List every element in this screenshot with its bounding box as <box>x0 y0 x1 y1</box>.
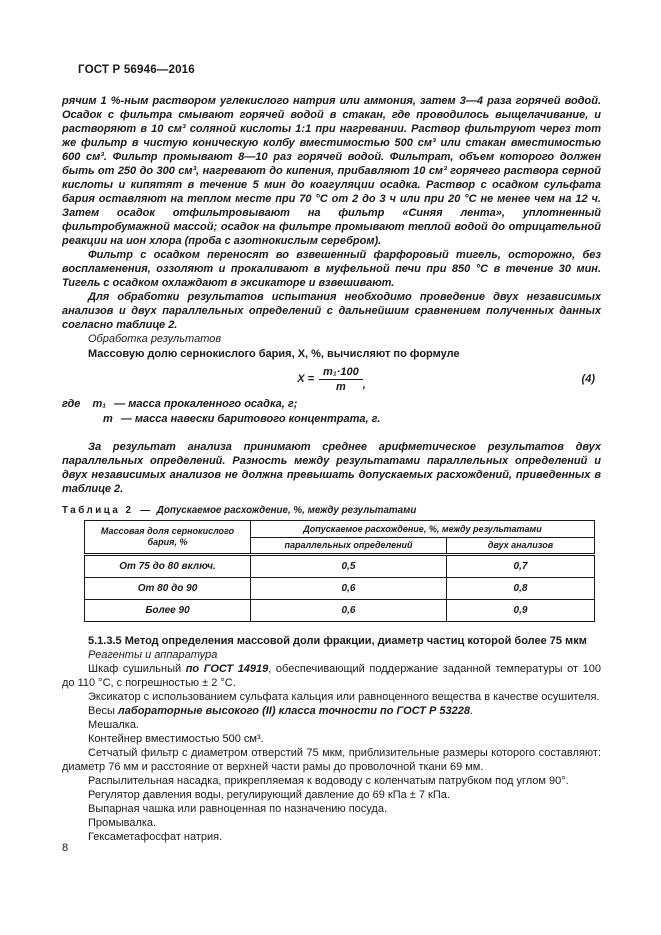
table-header-mass-fraction: Массовая доля сернокислого бария, % <box>85 521 251 555</box>
page-content <box>62 64 601 844</box>
table-header-parallel: параллельных определений <box>251 538 447 555</box>
table-title-dash: — <box>140 505 151 516</box>
table-header-group: Допускаемое расхождение, %, между результатами <box>251 521 595 538</box>
intro-block <box>62 94 601 332</box>
cell-parallel: 0,5 <box>251 555 447 578</box>
table-title-text: Допускаемое расхождение, %, между результатами <box>156 505 417 516</box>
reagents-label: Реагенты и аппаратура <box>88 649 218 661</box>
formula-definitions <box>62 397 601 427</box>
item-mixer: Мешалка. <box>88 719 139 731</box>
item-sodium-hexametaphosphate: Гексаметафосфат натрия. <box>88 831 223 843</box>
formula-numerator: m₁·100 <box>319 366 363 380</box>
cell-range: От 75 до 80 включ. <box>85 555 251 578</box>
result-block <box>62 440 601 496</box>
formula-lhs: X = <box>297 373 315 385</box>
formula-block <box>62 361 601 397</box>
item-scales-pre: Весы <box>88 705 118 717</box>
item-scales-post: . <box>470 705 474 717</box>
item-drying-cabinet <box>62 662 601 690</box>
cell-range: Более 90 <box>85 600 251 622</box>
table-row <box>85 600 595 622</box>
section-heading: 5.1.3.5 Метод определения массовой доли фракции, диаметр частиц которой более 75 мкм <box>88 635 587 647</box>
cell-parallel: 0,6 <box>251 578 447 600</box>
item-cabinet-post: , обеспечивающий поддержание заданной температуры от 100 до 110 °С, с погрешностью ± 2 °С. <box>62 663 602 689</box>
definition-intro: где <box>62 398 81 410</box>
table-head <box>85 521 595 555</box>
formula-comma: , <box>362 379 366 391</box>
cell-analyses: 0,9 <box>447 600 595 622</box>
formula-denominator: m <box>335 380 346 393</box>
paragraph-leaching: рячим 1 %-ным раствором углекислого натрия или аммония, затем 3—4 раза горячей водой. Осадок с фильтра смывают горячей водой в стакан, где проводилось выщелачивание, и растворяют в 10 см³ соляной кислоты 1:1 при нагревании. Раствор фильтруют через тот же фильтр в чистую коническую колбу вместимостью 500 см³ или стакан вместимостью 600 см³. Фильтр промывают 8—10 раз горячей водой. Фильтрат, объем которого должен быть от 250 до 300 см³, нагревают до кипения, прибавляют 10 см³ горячего раствора серной кислоты и кипятят в течение 5 мин до коагуляции осадка. Раствор с осадком сульфата бария оставляют на теплом месте при 70 °С от 2 до 3 ч или при 20 °С не менее чем на 12 ч. Затем осадок отфильтровывают на фильтр «Синяя лента», уплотненный фильтробумажной массой; осадок на фильтре промывают теплой водой до отрицательной реакции на ион хлора (проба с азотнокислым серебром). <box>62 95 601 247</box>
paragraph-two-analyses: Для обработки результатов испытания необходимо проведение двух независимых анализов и двух параллельных определений с дальнейшим сравнением полученных данных согласно таблице 2. <box>62 291 601 331</box>
paragraph-crucible: Фильтр с осадком переносят во взвешенный фарфоровый тигель, осторожно, без воспламенения, оззоляют и прокаливают в муфельной печи при 850 °С в течение 30 мин. Тигель с осадком охлаждают в эксикаторе и взвешивают. <box>62 249 601 289</box>
table-title-label: Таблица 2 <box>62 505 134 516</box>
item-mesh-filter: Сетчатый фильтр с диаметром отверстий 75 мкм, приблизительные размеры которого составляют: диаметр 76 мм и расстояние от верхней части рамы до проволочной ткани 69 мм. <box>62 747 601 773</box>
processing-results-label: Обработка результатов <box>88 333 222 345</box>
definition-m <box>62 412 601 427</box>
table-title <box>62 505 601 516</box>
formula-fraction <box>319 366 363 393</box>
item-scales-gost-ref: лабораторные высокого (II) класса точности по ГОСТ Р 53228 <box>117 705 470 717</box>
formula-number: (4) <box>581 373 595 385</box>
cell-parallel: 0,6 <box>251 600 447 622</box>
table-body <box>85 555 595 622</box>
item-desiccator: Эксикатор с использованием сульфата кальция или равноценного вещества в качестве осушителя. <box>88 691 600 703</box>
item-evaporating-dish: Выпарная чашка или равноценная по назначению посуда. <box>88 803 388 815</box>
item-cabinet-pre: Шкаф сушильный <box>88 663 186 675</box>
formula-intro-line: Массовую долю сернокислого бария, X, %, вычисляют по формуле <box>88 347 460 360</box>
cell-analyses: 0,7 <box>447 555 595 578</box>
cell-analyses: 0,8 <box>447 578 595 600</box>
table-row <box>85 578 595 600</box>
item-cabinet-gost-ref: по ГОСТ 14919 <box>185 663 269 675</box>
definition-term-m: m <box>103 413 113 425</box>
table-header-row-1 <box>85 521 595 538</box>
table-header-analyses: двух анализов <box>447 538 595 555</box>
section-5-1-3-5 <box>62 634 601 844</box>
page-number: 8 <box>62 842 69 854</box>
running-header: ГОСТ Р 56946—2016 <box>78 64 195 76</box>
definition-term-m1: m₁ <box>92 398 107 410</box>
definition-text-m: — масса навески баритового концентрата, г. <box>120 413 381 425</box>
item-container: Контейнер вместимостью 500 см³. <box>88 733 264 745</box>
item-pressure-regulator: Регулятор давления воды, регулирующий давление до 69 кПа ± 7 кПа. <box>88 789 450 801</box>
tolerance-table <box>84 520 595 622</box>
table-row <box>85 555 595 578</box>
item-spray-nozzle: Распылительная насадка, прикрепляемая к водоводу с коленчатым патрубком под углом 90°. <box>88 775 569 787</box>
item-wash-bottle: Промывалка. <box>88 817 157 829</box>
definition-m1 <box>62 397 601 412</box>
item-scales <box>62 704 601 718</box>
definition-text-m1: — масса прокаленного осадка, г; <box>114 398 298 410</box>
cell-range: От 80 до 90 <box>85 578 251 600</box>
paragraph-result: За результат анализа принимают среднее арифметическое результатов двух параллельных определений. Разность между результатами параллельных определений и двух независимых анализов не должна превышать допускаемых расхождений, приведенных в таблице 2. <box>62 441 601 495</box>
